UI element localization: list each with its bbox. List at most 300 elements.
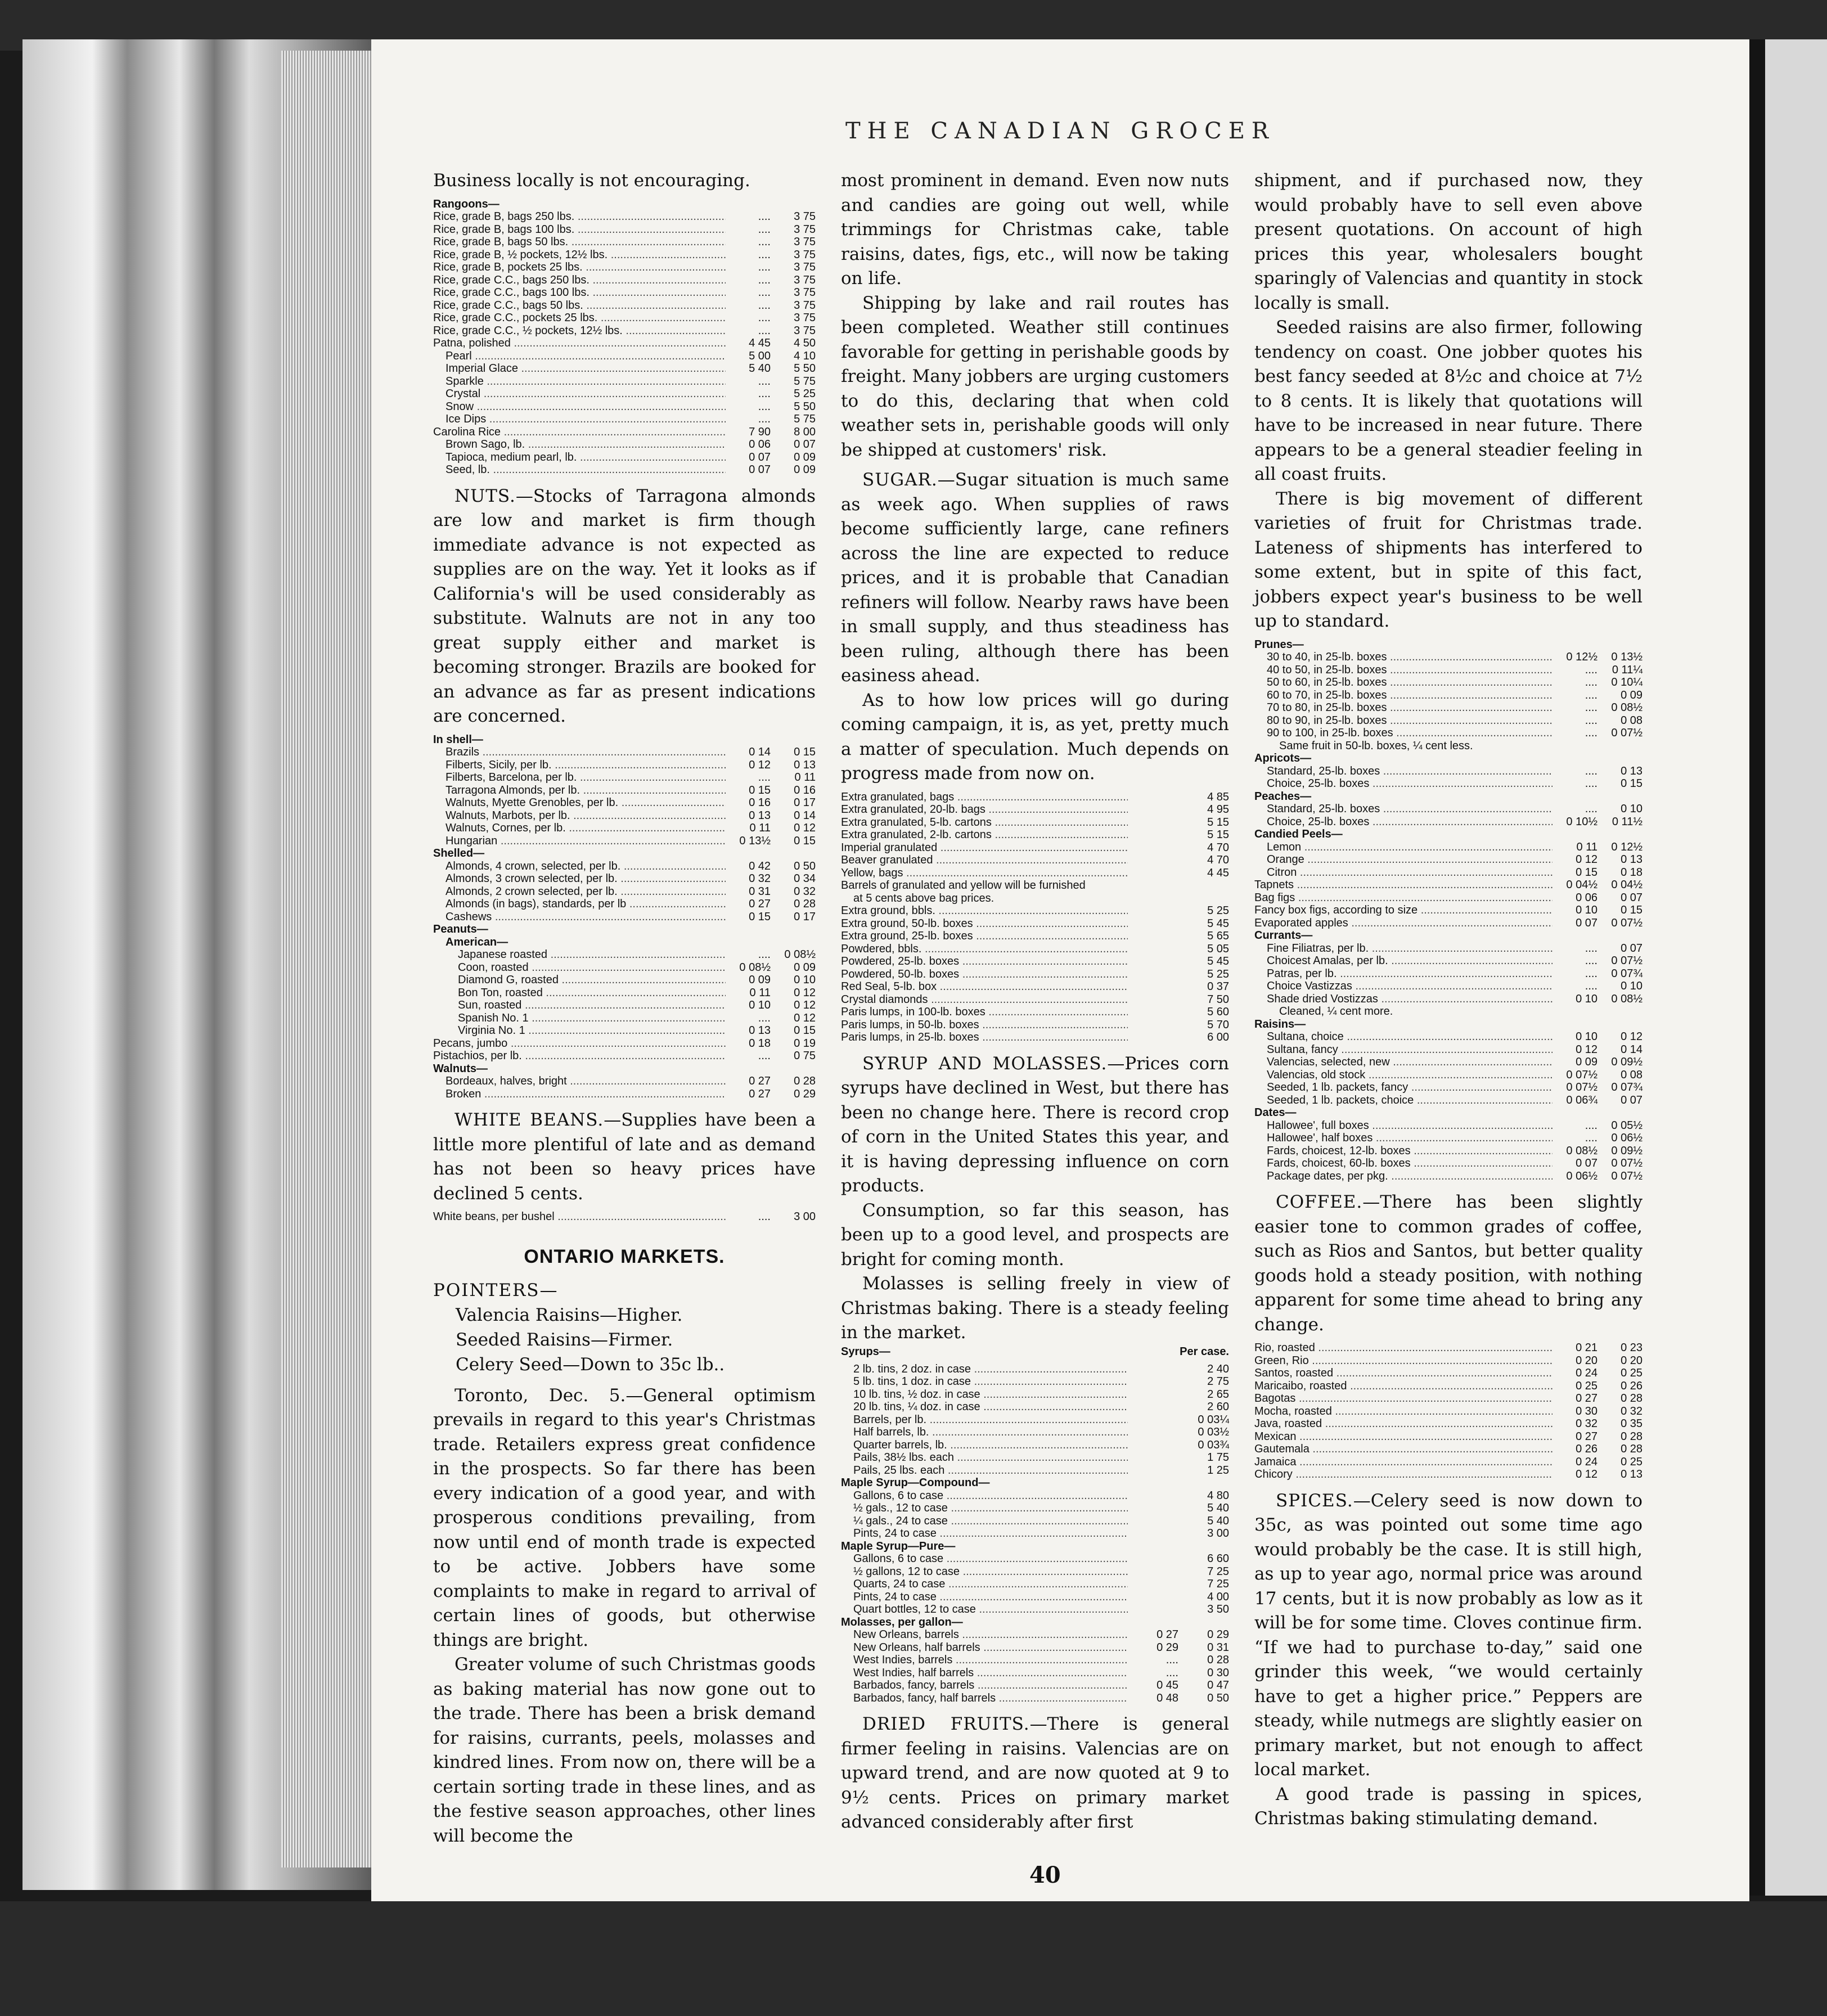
price-high: 0 32: [1621, 1405, 1642, 1418]
price-row: [841, 1654, 1229, 1667]
price-low: ....: [1585, 701, 1598, 714]
price-high: 5 15: [1207, 829, 1229, 841]
price-low: 0 12: [1576, 853, 1598, 866]
price-row: [433, 388, 816, 400]
price-high: 5 40: [1207, 1502, 1229, 1514]
price-high: 0 15: [794, 1024, 816, 1037]
price-low: ....: [1585, 663, 1598, 676]
price-row: [841, 1502, 1229, 1515]
price-high: [771, 1063, 816, 1076]
price-low: 0 10: [1576, 992, 1598, 1005]
price-high: 0 75: [794, 1050, 816, 1062]
price-row-label: Apricots—: [1254, 752, 1312, 764]
dried-fruits-paragraph: [841, 1712, 1229, 1835]
price-row: [433, 464, 816, 476]
price-row: [433, 860, 816, 873]
price-low: ....: [758, 273, 771, 286]
price-row-label: West Indies, half barrels .....: [841, 1667, 1128, 1680]
price-high: 0 15: [794, 746, 816, 758]
price-high: 0 07½: [1611, 916, 1642, 929]
price-high: 3 75: [794, 299, 816, 312]
price-high: 0 13: [794, 758, 816, 771]
price-high: 0 13½: [1611, 651, 1642, 663]
price-row: [433, 796, 816, 809]
price-high: 0 07¾: [1611, 967, 1642, 980]
price-row: [1254, 651, 1642, 664]
price-row-label: Choice Vastizzas .....: [1254, 980, 1552, 993]
price-row-label: Barbados, fancy, barrels .....: [841, 1679, 1128, 1692]
price-low: 0 07: [749, 451, 771, 464]
ontario-markets-heading: ONTARIO MARKETS.: [524, 1245, 725, 1267]
price-row: [1254, 816, 1642, 829]
toronto-paragraph-1: Toronto, Dec. 5.—General optimism prevails in regard to this year's Christmas trade. Retailers express great confidence in the prospects. So far there has been every indication of a good year, and with prosperous conditions prevailing, from now until end of month trade is expected to be active. Jobbers have some complaints to make in regard to arrival of certain lines of goods, but otherwise things are bright.: [433, 1385, 816, 1650]
price-high: 0 15: [794, 834, 816, 847]
price-high: [771, 847, 816, 860]
price-row-label: Gallons, 6 to case .....: [841, 1552, 1128, 1565]
price-row-label: 2 lb. tins, 2 doz. in case .....: [841, 1363, 1128, 1376]
price-row-label: Choicest Amalas, per lb. .....: [1254, 955, 1552, 968]
price-row-label: Pearl .....: [433, 350, 726, 363]
price-high: 5 60: [1207, 1006, 1229, 1018]
price-high: 0 19: [794, 1037, 816, 1050]
price-high: 0 23: [1621, 1342, 1642, 1354]
price-row-label: Rice, grade C.C., ½ pockets, 12½ lbs. .....: [433, 325, 726, 338]
price-row-label: Almonds, 4 crown, selected, per lb. .....: [433, 860, 726, 873]
nuts-text: —Stocks of Tarragona almonds are low and market is firm though immediate advance is not expected as supplies are on the way. Yet it looks as if California's will be used considerably as substitute. Walnuts are not in any too great supply either and market is becoming stronger. Brazils are booked for an advance as far as present indications are concerned.: [433, 485, 816, 726]
price-high: 0 15: [1621, 777, 1642, 790]
price-row-label: Same fruit in 50-lb. boxes, ¼ cent less.: [1279, 739, 1473, 752]
pointer-item: Celery Seed—Down to 35c lb..: [456, 1354, 725, 1375]
price-low: ....: [1585, 777, 1598, 790]
price-row: [1254, 1030, 1642, 1043]
price-high: 0 47: [1207, 1679, 1229, 1691]
price-row: [1254, 892, 1642, 904]
price-low: [1128, 1527, 1178, 1540]
price-low: ....: [758, 948, 771, 961]
price-row-label: Extra ground, 50-lb. boxes .....: [841, 917, 1128, 930]
price-high: 7 25: [1207, 1578, 1229, 1590]
price-row: [1254, 841, 1642, 854]
price-row: [841, 980, 1229, 993]
price-row-label: Spanish No. 1 .....: [433, 1012, 726, 1025]
price-row-label: Chicory .....: [1254, 1468, 1552, 1481]
price-high: 0 10: [794, 974, 816, 986]
seeded-raisins-paragraph: Seeded raisins are also firmer, following tendency on coast. One jobber quotes his best fancy seeded at 8½c and choice at 7½ to 8 cents. It is likely that quotations will have to be increased in near future. There appears to be a general steadier feeling in all coast fruits.: [1254, 317, 1642, 484]
price-row: [1254, 942, 1642, 955]
price-row-label: Rice, grade B, bags 100 lbs. .....: [433, 223, 726, 236]
price-low: [1128, 904, 1178, 917]
price-row-label: Rio, roasted .....: [1254, 1342, 1552, 1354]
price-row: [1254, 1056, 1642, 1069]
price-row: [433, 987, 816, 1000]
price-high: 3 75: [794, 261, 816, 273]
price-high: 3 75: [794, 210, 816, 223]
price-row-label: Yellow, bags .....: [841, 867, 1128, 880]
price-low: 0 27: [749, 1087, 771, 1100]
price-high: 0 28: [794, 898, 816, 910]
price-high: 0 28: [1621, 1430, 1642, 1443]
price-row: [841, 1616, 1229, 1629]
price-low: [1128, 1515, 1178, 1528]
price-low: [1128, 1388, 1178, 1401]
price-high: [1598, 1018, 1642, 1031]
price-low: ....: [1585, 967, 1598, 980]
price-row-label: Pecans, jumbo .....: [433, 1037, 726, 1050]
price-row-label: Hungarian .....: [433, 835, 726, 848]
price-low: [1552, 828, 1598, 841]
price-low: ....: [758, 236, 771, 248]
price-low: [1128, 917, 1178, 930]
nuts-paragraph: [433, 484, 816, 729]
price-row-label: Maple Syrup—Compound—: [841, 1477, 990, 1489]
fruit-movement-paragraph: There is big movement of different varieties of fruit for Christmas trade. Lateness of shipments has interfered to some extent, but in spite of this fact, jobbers expect year's business to be well up to standard.: [1254, 488, 1642, 631]
price-low: 0 09: [1576, 1056, 1598, 1068]
price-low: [1128, 980, 1178, 993]
price-row-label: Package dates, per pkg. .....: [1254, 1170, 1552, 1183]
price-row-label: Fards, choicest, 12-lb. boxes .....: [1254, 1145, 1552, 1158]
price-row-label: Paris lumps, in 100-lb. boxes .....: [841, 1006, 1128, 1019]
price-row: [841, 1439, 1229, 1452]
price-low: 0 07: [1576, 1157, 1598, 1169]
price-high: 0 08½: [1611, 701, 1642, 714]
price-low: 0 06: [1576, 891, 1598, 904]
price-row: [841, 1603, 1229, 1616]
price-row-label: Carolina Rice .....: [433, 426, 726, 439]
price-high: 0 04½: [1611, 879, 1642, 891]
price-row: [841, 1527, 1229, 1540]
price-row: [433, 350, 816, 363]
price-low: [1128, 1451, 1178, 1464]
price-low: ....: [758, 299, 771, 312]
price-row: [433, 325, 816, 338]
price-row-label: Maple Syrup—Pure—: [841, 1540, 956, 1552]
nuts-price-table: [433, 734, 816, 1101]
price-row: [433, 451, 816, 464]
price-row-label: Santos, roasted .....: [1254, 1367, 1552, 1380]
price-row-label: Rice, grade B, bags 50 lbs. .....: [433, 236, 726, 249]
price-row-label: Broken .....: [433, 1088, 726, 1101]
price-row-label: Bon Ton, roasted .....: [433, 987, 726, 1000]
price-row-label: Fards, choicest, 60-lb. boxes .....: [1254, 1157, 1552, 1170]
price-row-label: ½ gals., 12 to case .....: [841, 1502, 1128, 1515]
price-row-label: Rice, grade C.C., bags 250 lbs. .....: [433, 274, 726, 287]
price-row-label: Imperial Glace .....: [433, 362, 726, 375]
price-row-label: In shell—: [433, 733, 483, 746]
price-high: 5 65: [1207, 930, 1229, 942]
price-high: 3 75: [794, 286, 816, 299]
price-low: ....: [758, 223, 771, 236]
price-low: 0 11: [749, 822, 771, 834]
price-row-label: Extra ground, 25-lb. boxes .....: [841, 930, 1128, 943]
price-row: [433, 847, 816, 860]
price-high: 2 40: [1207, 1362, 1229, 1375]
price-row-label: Paris lumps, in 25-lb. boxes .....: [841, 1031, 1128, 1044]
price-high: 6 60: [1207, 1552, 1229, 1565]
price-row-label: Barrels, per lb. .....: [841, 1414, 1128, 1426]
price-low: 0 24: [1576, 1455, 1598, 1468]
sugar-text: —Sugar situation is much same as week ago. When supplies of raws become sufficiently large, cane refiners across the line are expected to reduce prices, and it is probable that Canadian refiners will follow. Nearby raws have been in small supply, and thus steadiness has been ruling, although there has been easiness ahead.: [841, 470, 1229, 686]
rice-price-table: [433, 198, 816, 476]
price-row-label: Half barrels, lb. .....: [841, 1426, 1128, 1439]
price-high: 5 75: [794, 375, 816, 388]
price-row: [1254, 917, 1642, 930]
price-low: ....: [1585, 942, 1598, 955]
price-low: 0 10: [1576, 904, 1598, 916]
price-high: 7 50: [1207, 993, 1229, 1006]
price-high: [1598, 638, 1642, 651]
price-low: 0 27: [1576, 1430, 1598, 1443]
price-row: [1254, 1132, 1642, 1145]
price-high: 5 45: [1207, 917, 1229, 930]
coffee-paragraph: [1254, 1190, 1642, 1337]
price-high: 0 09: [794, 451, 816, 464]
price-high: [771, 734, 816, 746]
syrup-paragraph-3: Molasses is selling freely in view of Christmas baking. There is a steady feeling in the market.: [841, 1274, 1229, 1343]
dried-fruits-lead: DRIED FRUITS.: [862, 1714, 1030, 1734]
price-row: [1254, 740, 1642, 753]
price-row-label: Virginia No. 1 .....: [433, 1024, 726, 1037]
price-high: 3 75: [794, 223, 816, 236]
price-low: 0 07: [749, 464, 771, 476]
dried-fruit-price-table: [1254, 638, 1642, 1183]
price-row-label: New Orleans, barrels .....: [841, 1628, 1128, 1641]
price-low: [1128, 1401, 1178, 1414]
price-high: 0 07¾: [1611, 1081, 1642, 1094]
price-row: [841, 803, 1229, 816]
price-high: 5 45: [1207, 955, 1229, 968]
price-low: ....: [758, 248, 771, 261]
column-2: [841, 169, 1229, 1835]
price-high: 0 08: [1621, 1068, 1642, 1081]
price-row: [841, 1679, 1229, 1692]
price-low: [1128, 816, 1178, 829]
price-row: [433, 734, 816, 746]
price-row-label: Rice, grade C.C., bags 50 lbs. .....: [433, 299, 726, 312]
price-row-label: Choice, 25-lb. boxes .....: [1254, 777, 1552, 790]
price-high: 0 08: [1621, 714, 1642, 727]
price-high: [1178, 879, 1229, 892]
price-low: [1128, 1540, 1178, 1553]
price-low: [1552, 752, 1598, 765]
price-row-label: Seeded, 1 lb. packets, fancy .....: [1254, 1081, 1552, 1094]
price-row-label: Rice, grade C.C., bags 100 lbs. .....: [433, 286, 726, 299]
price-low: [726, 847, 771, 860]
price-high: 0 03½: [1198, 1426, 1229, 1438]
book-page-edges: [281, 51, 371, 1868]
price-low: 0 20: [1576, 1354, 1598, 1367]
price-high: 5 75: [794, 413, 816, 425]
business-paragraph: Business locally is not encouraging.: [433, 170, 750, 191]
sugar-price-table: [841, 791, 1229, 1044]
price-row: [1254, 701, 1642, 714]
price-row: [1254, 790, 1642, 803]
price-high: 0 25: [1621, 1367, 1642, 1379]
price-low: 4 45: [749, 337, 771, 349]
price-row-label: Quart bottles, 12 to case .....: [841, 1603, 1128, 1616]
price-low: 0 27: [749, 1075, 771, 1087]
price-row-label: Rice, grade B, ½ pockets, 12½ lbs. .....: [433, 249, 726, 262]
white-beans-price-table: [433, 1210, 816, 1223]
price-row-label: Jamaica .....: [1254, 1456, 1552, 1469]
price-row: [433, 974, 816, 987]
price-high: [771, 198, 816, 211]
price-row-label: Cashews .....: [433, 911, 726, 924]
price-row: [433, 999, 816, 1012]
price-low: 0 06¾: [1566, 1094, 1598, 1106]
price-low: 0 07: [1576, 916, 1598, 929]
price-row-label: Rice, grade C.C., pockets 25 lbs. .....: [433, 312, 726, 325]
price-row-label: Extra granulated, 2-lb. cartons .....: [841, 829, 1128, 842]
price-high: 3 75: [794, 273, 816, 286]
price-row: [841, 1641, 1229, 1654]
syrup-lead: SYRUP AND MOLASSES.: [862, 1053, 1108, 1074]
price-row: [433, 1088, 816, 1101]
price-row-label: Red Seal, 5-lb. box .....: [841, 980, 1128, 993]
page-number: 40: [1029, 1862, 1061, 1888]
price-low: [1128, 803, 1178, 816]
price-row-label: Mexican .....: [1254, 1430, 1552, 1443]
price-low: 0 27: [749, 898, 771, 910]
price-high: 3 75: [794, 324, 816, 337]
price-row: [433, 274, 816, 287]
price-low: [1128, 993, 1178, 1006]
price-row-label: Fancy box figs, according to size .....: [1254, 904, 1552, 917]
price-high: 0 07: [794, 438, 816, 451]
price-high: 0 08½: [1611, 992, 1642, 1005]
price-row: [433, 223, 816, 236]
price-low: 0 42: [749, 860, 771, 872]
price-row: [1254, 980, 1642, 993]
dried-fruits-text: —There is general firmer feeling in raisins. Valencias are on upward trend, and are now quoted at 9 to 9½ cents. Prices on primary market advanced considerably after first: [841, 1714, 1229, 1832]
price-high: 0 28: [1621, 1443, 1642, 1455]
price-high: 4 10: [794, 349, 816, 362]
price-low: [1552, 638, 1598, 651]
price-high: 2 60: [1207, 1401, 1229, 1413]
price-low: [726, 923, 771, 936]
price-row-label: ¼ gals., 24 to case .....: [841, 1515, 1128, 1528]
price-row-label: Pints, 24 to case .....: [841, 1527, 1128, 1540]
price-row: [433, 198, 816, 211]
price-row: [841, 1692, 1229, 1705]
price-high: 0 16: [794, 784, 816, 796]
price-row-label: New Orleans, half barrels .....: [841, 1641, 1128, 1654]
price-low: [1128, 829, 1178, 842]
price-row-label: ½ gallons, 12 to case .....: [841, 1565, 1128, 1578]
price-high: 0 12: [794, 1011, 816, 1024]
price-row-label: Walnuts, Cornes, per lb. .....: [433, 822, 726, 835]
price-low: 7 90: [749, 425, 771, 438]
price-low: 0 12½: [1566, 651, 1598, 663]
price-row: [841, 1401, 1229, 1414]
price-high: 0 14: [794, 809, 816, 822]
price-high: 0 07½: [1611, 1157, 1642, 1169]
price-row: [433, 784, 816, 797]
price-row: [433, 426, 816, 439]
price-high: 0 10: [1621, 803, 1642, 815]
price-row: [433, 400, 816, 413]
price-row-label: Almonds, 3 crown selected, per lb. .....: [433, 872, 726, 885]
price-row-label: Java, roasted .....: [1254, 1418, 1552, 1430]
price-row: [433, 948, 816, 961]
price-high: 0 06½: [1611, 1132, 1642, 1144]
price-row-label: Sultana, choice .....: [1254, 1030, 1552, 1043]
price-row: [1254, 1456, 1642, 1469]
price-row: [433, 236, 816, 249]
price-low: 0 48: [1156, 1691, 1178, 1704]
price-low: ....: [758, 312, 771, 324]
price-row: [841, 892, 1229, 905]
price-row-label: Extra ground, bbls. .....: [841, 904, 1128, 917]
price-high: 1 75: [1207, 1451, 1229, 1464]
price-row: [1254, 1005, 1642, 1018]
price-row-label: Quarts, 24 to case .....: [841, 1578, 1128, 1591]
price-low: [1128, 1019, 1178, 1032]
price-row: [1254, 1418, 1642, 1430]
price-row-label: Valencias, old stock .....: [1254, 1069, 1552, 1082]
price-row-label: Ice Dips .....: [433, 413, 726, 426]
price-row-label: Walnuts, Myette Grenobles, per lb. .....: [433, 796, 726, 809]
pointers-label: POINTERS—: [433, 1280, 559, 1300]
shipping-paragraph: Shipping by lake and rail routes has been completed. Weather still continues favorable for getting in perishable goods by freight. Many jobbers are urging customers to do this, declaring that when cold weather sets in, perishable goods will only be shipped at customers' risk.: [841, 292, 1229, 460]
price-row-label: Hallowee', half boxes .....: [1254, 1132, 1552, 1145]
price-row-label: Prunes—: [1254, 638, 1304, 651]
price-row: [1254, 777, 1642, 790]
column-3: [1254, 169, 1642, 1832]
price-high: 0 50: [1207, 1691, 1229, 1704]
price-row: [1254, 828, 1642, 841]
price-low: [1128, 1591, 1178, 1604]
sugar-paragraph-2: As to how low prices will go during coming campaign, it is, as yet, pretty much a matter of speculation. Much depends on progress made from now on.: [841, 690, 1229, 784]
spices-paragraph: [1254, 1489, 1642, 1783]
price-row: [841, 791, 1229, 804]
price-row-label: Snow .....: [433, 400, 726, 413]
price-row-label: Filberts, Barcelona, per lb. .....: [433, 771, 726, 784]
price-row: [1254, 689, 1642, 702]
price-low: 0 25: [1576, 1379, 1598, 1392]
price-high: 0 18: [1621, 866, 1642, 879]
price-high: 5 40: [1207, 1514, 1229, 1527]
price-high: 0 07: [1621, 942, 1642, 955]
price-low: [1128, 1414, 1178, 1426]
price-row-label: Maricaibo, roasted .....: [1254, 1380, 1552, 1393]
price-low: 0 06½: [1566, 1169, 1598, 1182]
price-high: 5 50: [794, 362, 816, 375]
scan-border-bottom: [0, 1901, 1827, 2016]
price-row: [841, 1464, 1229, 1477]
price-row-label: West Indies, barrels .....: [841, 1654, 1128, 1667]
price-low: ....: [1166, 1666, 1178, 1679]
price-row: [1254, 1094, 1642, 1107]
price-low: ....: [1166, 1654, 1178, 1666]
price-high: [771, 923, 816, 936]
price-high: 4 00: [1207, 1590, 1229, 1603]
price-row-label: Brown Sago, lb. .....: [433, 438, 726, 451]
price-row-label: 10 lb. tins, ½ doz. in case .....: [841, 1388, 1128, 1401]
price-high: 0 11: [794, 771, 816, 784]
price-row-label: 80 to 90, in 25-lb. boxes .....: [1254, 714, 1552, 727]
price-row: [841, 1031, 1229, 1044]
price-row: [1254, 1145, 1642, 1158]
price-row: [1254, 1468, 1642, 1481]
price-row: [1254, 1106, 1642, 1119]
price-low: [1128, 968, 1178, 981]
price-high: 4 70: [1207, 854, 1229, 866]
price-row: [841, 1591, 1229, 1604]
price-row-label: Tapioca, medium pearl, lb. .....: [433, 451, 726, 464]
price-low: 0 10: [1576, 1030, 1598, 1043]
price-low: 0 14: [749, 746, 771, 758]
price-row: [841, 930, 1229, 943]
